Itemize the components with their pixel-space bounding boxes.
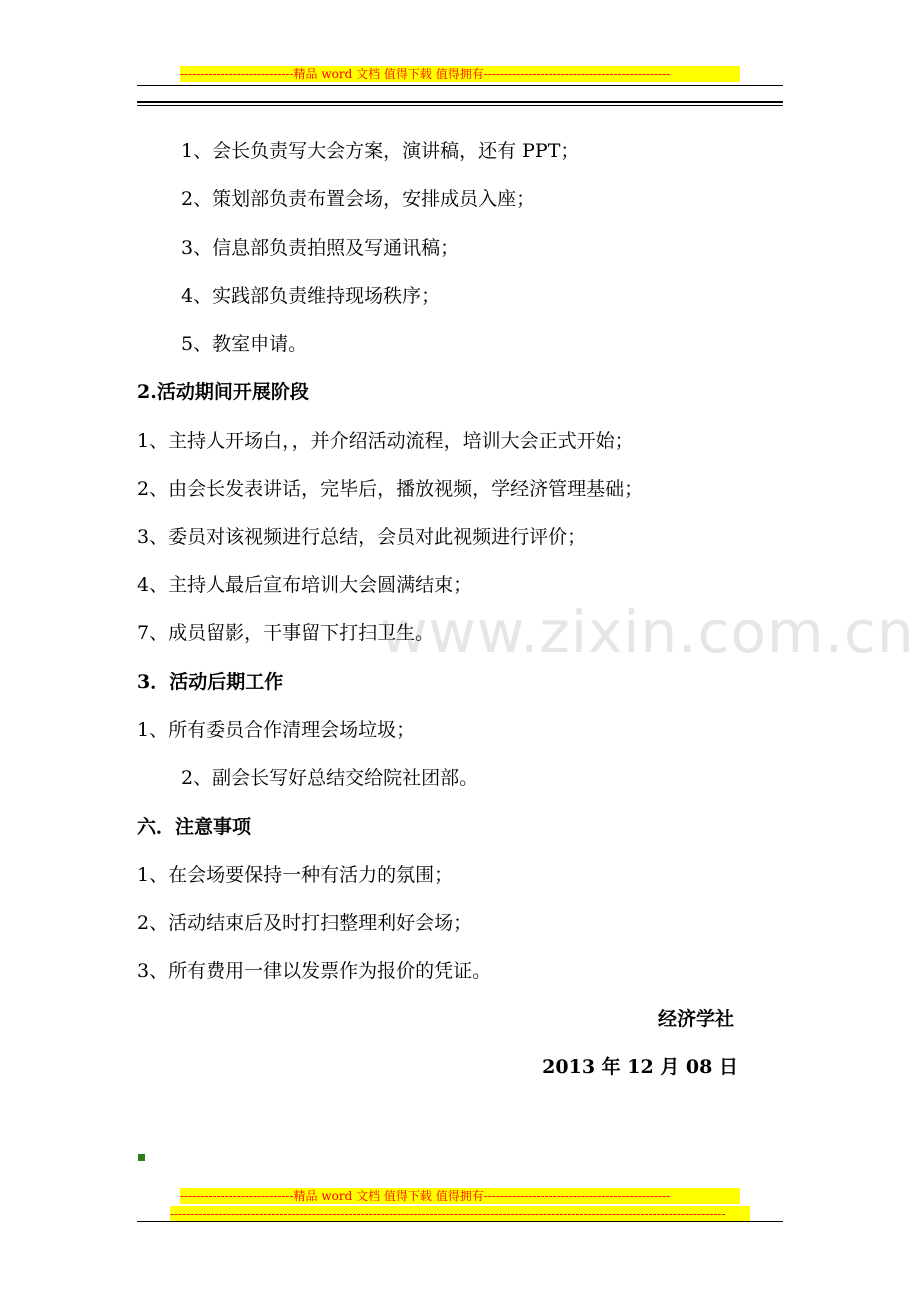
bullet-marker bbox=[138, 1154, 145, 1161]
section-heading: 3．活动后期工作 bbox=[137, 671, 284, 693]
list-item: 2、活动结束后及时打扫整理利好会场； bbox=[137, 912, 473, 934]
watermark: www.zixin.com.cn bbox=[380, 598, 915, 666]
list-item: 4、主持人最后宣布培训大会圆满结束； bbox=[137, 574, 473, 596]
list-item: 1、主持人开场白，，并介绍活动流程，培训大会正式开始； bbox=[137, 430, 634, 452]
list-item: 1、会长负责写大会方案，演讲稿，还有 PPT； bbox=[181, 140, 580, 162]
list-item: 2、由会长发表讲话，完毕后，播放视频，学经济管理基础； bbox=[137, 478, 644, 500]
header-rule-double-1 bbox=[137, 101, 783, 103]
header-rule-top bbox=[137, 85, 783, 86]
header-rule-double-2 bbox=[137, 105, 783, 106]
footer-dashes: ----------------------------------------------------------------------------------------------------------------------------------------- bbox=[170, 1206, 750, 1222]
header-banner: ----------------------------精品 word 文档 值得下载 值得拥有---------------------------------------------- bbox=[180, 66, 740, 82]
footer-banner: ----------------------------精品 word 文档 值得下载 值得拥有---------------------------------------------- bbox=[180, 1188, 740, 1204]
list-item: 3、所有费用一律以发票作为报价的凭证。 bbox=[137, 960, 492, 982]
section-heading: 六．注意事项 bbox=[137, 816, 252, 838]
section-heading: 2.活动期间开展阶段 bbox=[137, 381, 309, 403]
list-item: 5、教室申请。 bbox=[181, 333, 308, 355]
list-item: 3、信息部负责拍照及写通讯稿； bbox=[181, 237, 460, 259]
signature-date: 2013 年 12 月 08 日 bbox=[542, 1056, 738, 1078]
list-item: 1、在会场要保持一种有活力的氛围； bbox=[137, 864, 454, 886]
list-item: 2、副会长写好总结交给院社团部。 bbox=[181, 767, 479, 789]
list-item: 2、策划部负责布置会场，安排成员入座； bbox=[181, 188, 536, 210]
list-item: 7、成员留影，干事留下打扫卫生。 bbox=[137, 622, 435, 644]
footer-rule bbox=[137, 1221, 783, 1222]
list-item: 1、所有委员合作清理会场垃圾； bbox=[137, 719, 416, 741]
list-item: 3、委员对该视频进行总结，会员对此视频进行评价； bbox=[137, 526, 587, 548]
signature-org: 经济学社 bbox=[657, 1008, 734, 1030]
list-item: 4、实践部负责维持现场秩序； bbox=[181, 285, 441, 307]
